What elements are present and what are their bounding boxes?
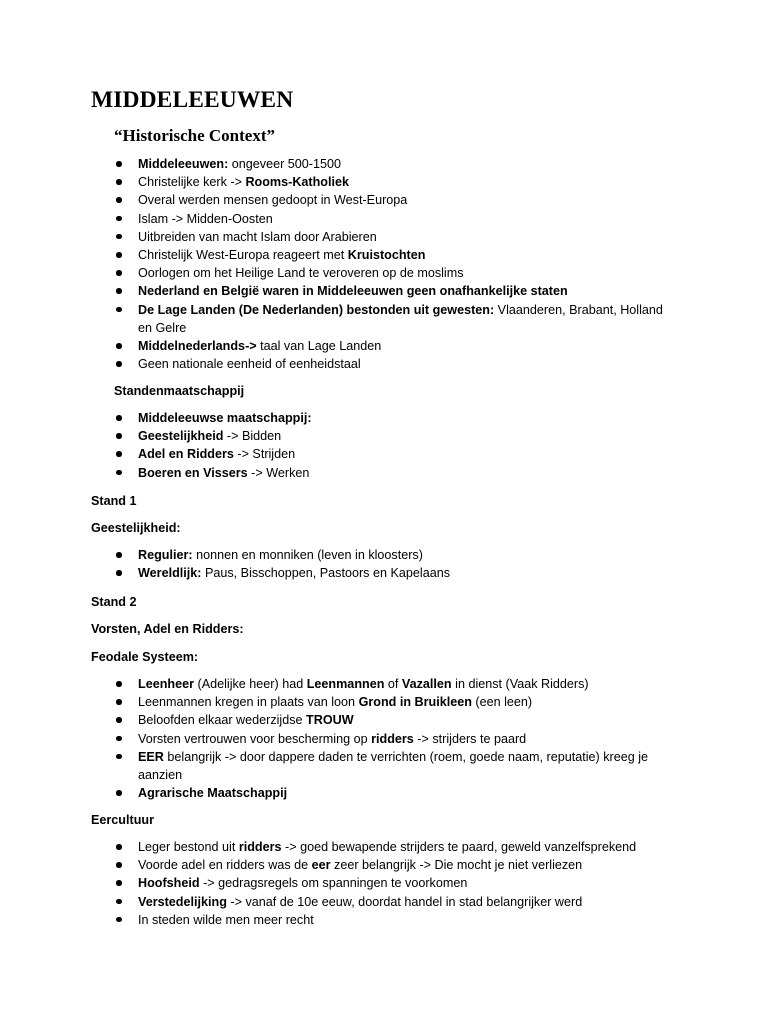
text: taal van Lage Landen	[256, 339, 382, 354]
bold-text: Hoofsheid	[138, 876, 200, 891]
bold-text: Middelnederlands->	[138, 339, 257, 354]
list-item	[138, 427, 678, 445]
text: Vlaanderen, Brabant, Holland en Gelre	[138, 302, 663, 335]
bold-text: Leenmannen	[306, 677, 385, 691]
list-item	[138, 748, 678, 784]
bullet-list	[0, 409, 678, 482]
eercultuur-heading: Eercultuur	[91, 813, 154, 827]
list-item	[138, 464, 678, 482]
text: Leenmannen kregen in plaats van loon	[138, 695, 359, 710]
eercultuur-section	[0, 838, 768, 929]
text: in dienst (Vaak Ridders)	[451, 677, 589, 691]
list-item	[138, 675, 678, 693]
list-item	[138, 191, 678, 209]
bullet-list	[0, 675, 678, 802]
bold-text: Boeren en Vissers	[138, 465, 248, 480]
text: -> gedragsregels om spanningen te voorkomen	[199, 876, 468, 891]
text: Overal werden mensen gedoopt in West-Europa	[138, 193, 408, 208]
context-section	[0, 155, 768, 373]
geestelijkheid-section	[0, 546, 768, 582]
bold-text: Middeleeuwen:	[138, 157, 229, 171]
list-item	[138, 337, 678, 355]
list-item	[138, 301, 678, 337]
text: Islam -> Midden-Oosten	[138, 211, 273, 226]
text: Voorde adel en ridders was de	[138, 858, 312, 873]
text: of	[384, 677, 402, 691]
bold-text: Kruistochten	[347, 248, 426, 263]
list-item	[138, 210, 678, 228]
bold-text: Geestelijkheid	[138, 429, 224, 444]
bold-text: Vazallen	[401, 677, 452, 691]
list-item	[138, 730, 678, 748]
text: Vorsten vertrouwen voor bescherming op	[138, 731, 372, 746]
bold-text: Grond in Bruikleen	[358, 695, 472, 710]
bold-text: Verstedelijking	[138, 894, 227, 909]
bullet-list	[0, 155, 678, 373]
text: Leger bestond uit	[138, 840, 239, 854]
text: ongeveer 500-1500	[228, 157, 342, 171]
list-item	[138, 911, 678, 929]
list-item	[138, 246, 678, 264]
bold-text: EER	[138, 749, 164, 764]
section-subtitle: “Historische Context”	[114, 126, 276, 145]
bold-text: Rooms-Katholiek	[245, 175, 349, 190]
feodale-section	[0, 675, 768, 802]
text: (Adelijke heer) had	[194, 677, 307, 691]
text: -> goed bewapende strijders te paard, geweld vanzelfsprekend	[281, 840, 637, 854]
text: Christelijke kerk ->	[138, 175, 246, 190]
text: Christelijk West-Europa reageert met	[138, 248, 348, 263]
text: zeer belangrijk -> Die mocht je niet verliezen	[330, 858, 583, 873]
list-item	[138, 874, 678, 892]
bold-text: ridders	[371, 731, 414, 746]
bold-text: Regulier:	[138, 548, 193, 562]
list-item	[138, 856, 678, 874]
bold-text: Nederland en België waren in Middeleeuwen geen onafhankelijke staten	[138, 284, 568, 299]
text: -> Strijden	[233, 447, 296, 462]
feodale-heading: Feodale Systeem:	[91, 650, 199, 664]
text: -> Werken	[247, 465, 310, 480]
text: Paus, Bisschoppen, Pastoors en Kapelaans	[201, 566, 451, 581]
text: -> Bidden	[223, 429, 282, 444]
list-item	[138, 784, 678, 802]
list-item	[138, 282, 678, 300]
bold-text: ridders	[238, 840, 282, 854]
list-item	[138, 693, 678, 711]
geestelijkheid-heading: Geestelijkheid:	[91, 521, 181, 535]
bold-text: Wereldlijk:	[138, 566, 202, 581]
text: nonnen en monniken (leven in kloosters)	[192, 548, 423, 562]
standen-section	[0, 409, 768, 482]
text: belangrijk -> door dappere daden te verrichten (roem, goede naam, reputatie) kreeg je aanzien	[138, 749, 649, 783]
list-item	[138, 173, 678, 191]
text: (een leen)	[471, 695, 533, 710]
list-item	[138, 445, 678, 463]
list-item	[138, 546, 678, 564]
stand2-heading: Stand 2	[91, 595, 137, 609]
bullet-list	[0, 838, 678, 929]
bold-text: De Lage Landen (De Nederlanden) bestonden uit gewesten:	[138, 302, 495, 317]
vorsten-heading: Vorsten, Adel en Ridders:	[91, 622, 244, 636]
document-title: MIDDELEEUWEN	[91, 87, 294, 113]
list-item	[138, 228, 678, 246]
list-item	[138, 564, 678, 582]
bold-text: Middeleeuwse maatschappij:	[138, 411, 312, 425]
standen-heading: Standenmaatschappij	[114, 384, 245, 398]
bold-text: eer	[311, 858, 331, 873]
text: In steden wilde men meer recht	[138, 912, 314, 927]
list-item	[138, 838, 678, 856]
stand1-heading: Stand 1	[91, 494, 137, 508]
bold-text: Agrarische Maatschappij	[138, 786, 288, 801]
text: Oorlogen om het Heilige Land te veroveren op de moslims	[138, 266, 464, 281]
list-item	[138, 711, 678, 729]
text: -> vanaf de 10e eeuw, doordat handel in stad belangrijker werd	[226, 894, 583, 909]
bold-text: Leenheer	[138, 677, 194, 691]
bullet-list	[0, 546, 678, 582]
text: -> strijders te paard	[413, 731, 527, 746]
bold-text: Adel en Ridders	[138, 447, 234, 462]
list-item	[138, 355, 678, 373]
list-item	[138, 409, 678, 427]
text: Geen nationale eenheid of eenheidstaal	[138, 357, 361, 372]
list-item	[138, 155, 678, 173]
bold-text: TROUW	[306, 713, 354, 728]
list-item	[138, 264, 678, 282]
list-item	[138, 893, 678, 911]
text: Uitbreiden van macht Islam door Arabieren	[138, 229, 377, 244]
text: Beloofden elkaar wederzijdse	[138, 713, 307, 728]
